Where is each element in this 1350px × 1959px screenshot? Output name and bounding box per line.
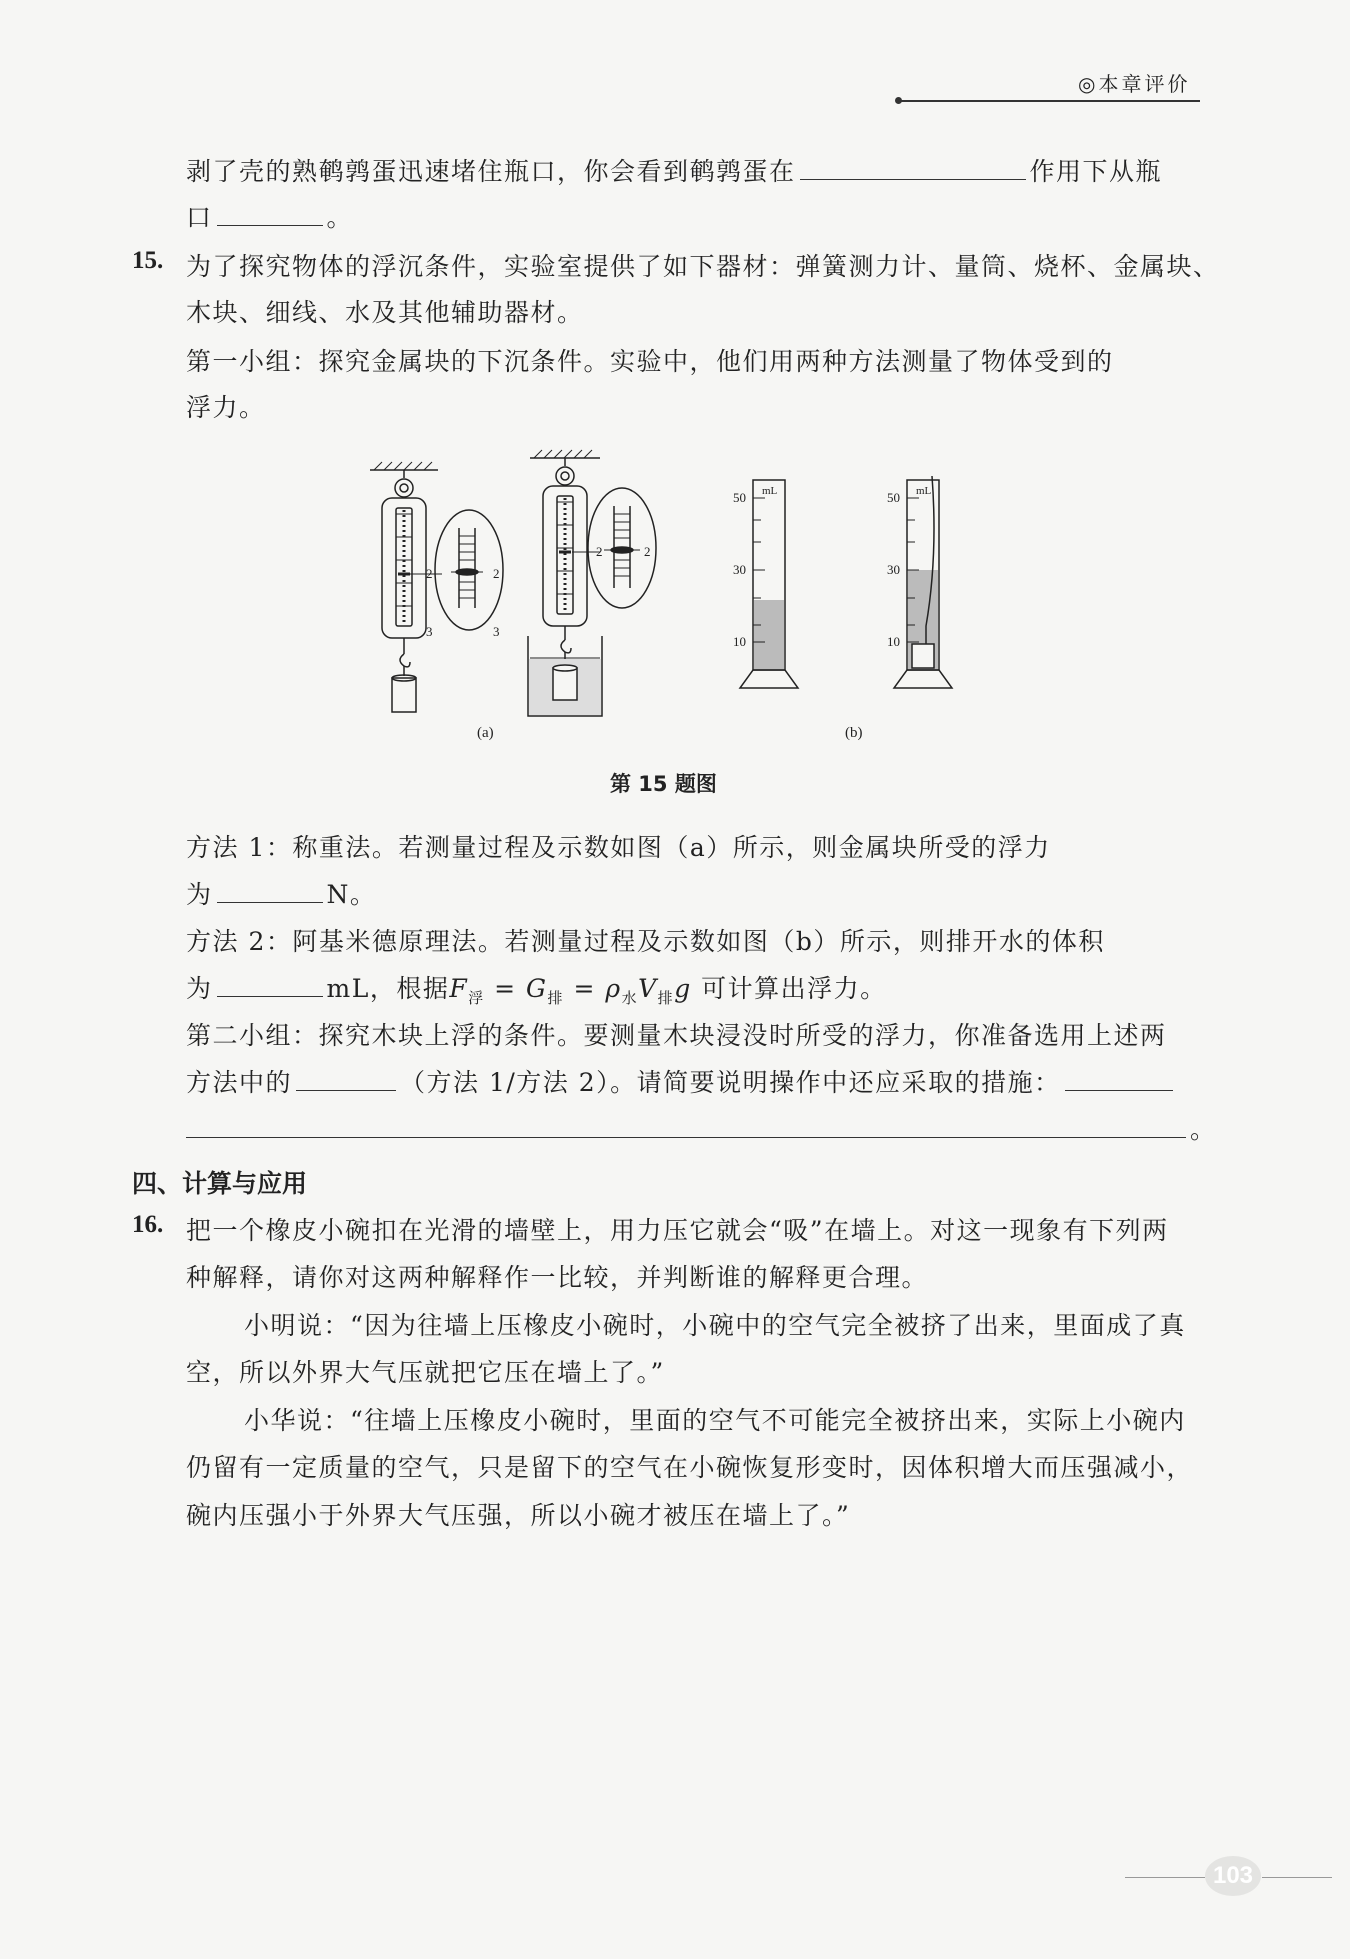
formula-g: g <box>674 974 692 1003</box>
q16-xiaohua-line-3: 碗内压强小于外界大气压强，所以小碗才被压在墙上了。” <box>186 1501 851 1530</box>
q16-xiaoming-line-2: 空，所以外界大气压就把它压在墙上了。” <box>186 1358 665 1387</box>
magnifier-1-label-2-left: 2 <box>426 566 433 581</box>
cylinder-2-tick-10: 10 <box>887 634 900 649</box>
figure-caption: 第 15 题图 <box>610 772 717 796</box>
q14-text-a: 剥了壳的熟鹌鹑蛋迅速堵住瓶口，你会看到鹌鹑蛋在 <box>186 157 796 186</box>
q15-number: 15. <box>132 247 164 274</box>
cylinder-1-tick-10: 10 <box>733 634 746 649</box>
group2-text-a: 方法中的 <box>186 1068 293 1097</box>
group2-blank-measure-2[interactable] <box>186 1115 1186 1138</box>
magnifier-1-label-2-right: 2 <box>493 566 500 581</box>
q14-text-b: 作用下从瓶 <box>1029 157 1163 186</box>
header-rule <box>898 100 1200 102</box>
metal-block-2 <box>553 668 577 700</box>
page-rule-right <box>1262 1877 1332 1878</box>
method2-text-b: mL，根据 <box>326 974 450 1003</box>
group2-blank-method[interactable] <box>296 1068 396 1091</box>
method1-line-2 <box>186 875 376 911</box>
formula-F: F <box>449 974 469 1003</box>
figure-label-a: (a) <box>477 725 494 741</box>
cylinder-1-unit: mL <box>762 485 778 497</box>
q15-figure <box>360 440 980 740</box>
group2-line-2 <box>186 1063 1177 1099</box>
ceiling-hatch-1 <box>374 462 432 470</box>
q16-xiaoming-line-1: 小明说：“因为往墙上压橡皮小碗时，小碗中的空气完全被挤了出来，里面成了真 <box>244 1311 1186 1340</box>
group2-text-b: （方法 1/方法 2）。请简要说明操作中还应采取的措施： <box>400 1068 1061 1097</box>
q14-text-c: 口 <box>186 203 213 232</box>
formula-rho-sub: 水 <box>621 989 639 1007</box>
q16-number: 16. <box>132 1211 164 1238</box>
q14-line-2 <box>186 198 353 234</box>
magnifier-2-label-2-right: 2 <box>644 544 651 559</box>
method2-line-1: 方法 2：阿基米德原理法。若测量过程及示数如图（b）所示，则排开水的体积 <box>186 927 1105 956</box>
q16-xiaohua-line-2: 仍留有一定质量的空气，只是留下的空气在小碗恢复形变时，因体积增大而压强减小， <box>186 1453 1194 1482</box>
group2-blank-measure-1[interactable] <box>1065 1068 1173 1091</box>
q16-xiaohua-line-1: 小华说：“往墙上压橡皮小碗时，里面的空气不可能完全被挤出来，实际上小碗内 <box>244 1406 1186 1435</box>
group2-line-3 <box>186 1110 1217 1146</box>
cylinder-base-1 <box>740 670 798 688</box>
scale-ring-1 <box>395 479 413 497</box>
q15-group1-line-2: 浮力。 <box>186 393 266 422</box>
q14-line-1 <box>186 152 1162 188</box>
formula-eq-2: = <box>564 974 606 1003</box>
q15-stem-line-1: 为了探究物体的浮沉条件，实验室提供了如下器材：弹簧测力计、量筒、烧杯、金属块、 <box>186 252 1220 281</box>
method2-text-c: 可计算出浮力。 <box>691 974 887 1003</box>
q14-text-d: 。 <box>326 203 354 232</box>
method1-blank[interactable] <box>217 880 323 903</box>
magnifier-2-label-2-left: 2 <box>596 544 603 559</box>
q14-blank-2[interactable] <box>217 203 323 226</box>
q16-line-1: 把一个橡皮小碗扣在光滑的墙壁上，用力压它就会“吸”在墙上。对这一现象有下列两 <box>186 1216 1169 1245</box>
cylinder-base-2 <box>894 670 952 688</box>
method1-text-b: N。 <box>326 880 377 909</box>
method2-blank[interactable] <box>217 974 323 997</box>
cylinder-2-unit: mL <box>916 485 932 497</box>
method1-line-1: 方法 1：称重法。若测量过程及示数如图（a）所示，则金属块所受的浮力 <box>186 833 1051 862</box>
formula-V-sub: 排 <box>657 989 675 1007</box>
figure-label-b: (b) <box>845 725 863 741</box>
q16-line-2: 种解释，请你对这两种解释作一比较，并判断谁的解释更合理。 <box>186 1263 929 1292</box>
chapter-section-title: ◎本章评价 <box>1078 72 1191 96</box>
formula-G-sub: 排 <box>547 989 565 1007</box>
method2-text-a: 为 <box>186 974 213 1003</box>
q14-blank-1[interactable] <box>800 157 1026 180</box>
formula-V: V <box>638 974 658 1003</box>
formula-rho: ρ <box>605 974 622 1003</box>
magnifier-1-label-3-left: 3 <box>426 624 433 639</box>
cylinder-1-tick-50: 50 <box>733 490 746 505</box>
scale-ring-2 <box>556 467 574 485</box>
formula-F-sub: 浮 <box>468 989 485 1007</box>
cylinder-1-tick-30: 30 <box>733 562 746 577</box>
cylinder-2-tick-50: 50 <box>887 490 900 505</box>
magnifier-1-label-3-right: 3 <box>493 624 500 639</box>
cylinder-2-tick-30: 30 <box>887 562 900 577</box>
q15-group1-line-1: 第一小组：探究金属块的下沉条件。实验中，他们用两种方法测量了物体受到的 <box>186 347 1114 376</box>
group2-line-3-end: 。 <box>1190 1115 1217 1144</box>
formula-G: G <box>526 974 548 1003</box>
page-rule-left <box>1125 1877 1205 1878</box>
section-4-title: 四、计算与应用 <box>132 1169 308 1198</box>
metal-block-3 <box>912 644 934 668</box>
method1-text-a: 为 <box>186 880 213 909</box>
hook-1 <box>400 654 410 667</box>
page-number: 103 <box>1205 1856 1261 1896</box>
method2-line-2 <box>186 969 887 1008</box>
group2-line-1: 第二小组：探究木块上浮的条件。要测量木块浸没时所受的浮力，你准备选用上述两 <box>186 1021 1167 1050</box>
ceiling-hatch-2 <box>534 450 592 458</box>
q15-stem-line-2: 木块、细线、水及其他辅助器材。 <box>186 298 584 327</box>
formula-eq-1: = <box>484 974 527 1003</box>
metal-block-1 <box>392 678 416 712</box>
